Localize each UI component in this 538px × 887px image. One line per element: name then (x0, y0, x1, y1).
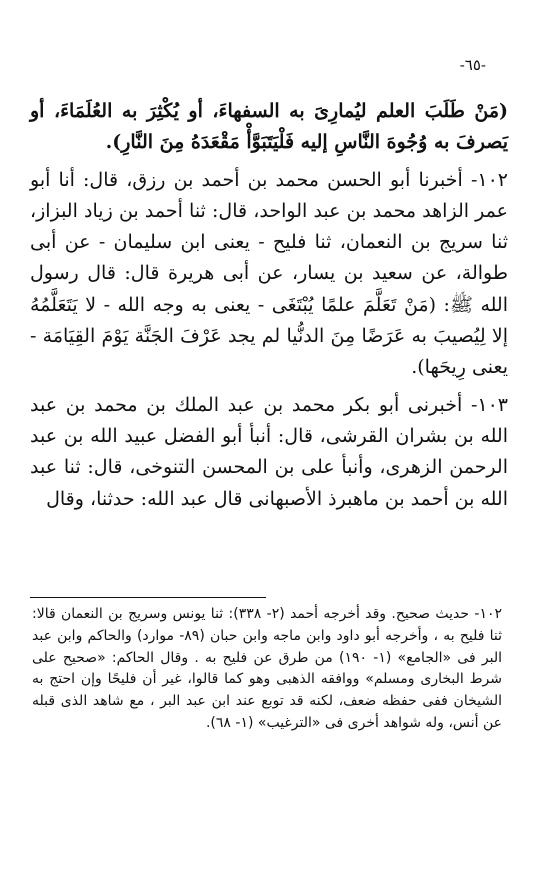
main-text (30, 96, 508, 515)
hadith-text-paragraph: (مَنْ طَلَبَ العلم ليُمارِىَ به السفهاءَ، أو يُكْثِرَ به العُلَمَاءَ، أو يَصرفَ به وُجُوهَ النَّاسِ إليه فَلْيَتَبَوَّأْ مَقْعَدَهُ مِنَ النَّارِ). (30, 100, 508, 154)
page-number: -٦٥- (459, 56, 486, 74)
footnote-divider (30, 597, 266, 598)
hadith-103-paragraph: ١٠٣- أخبرنى أبو بكر محمد بن عبد الملك بن محمد بن عبد الله بن بشران القرشى، قال: أنبأ أبو الفضل عبيد الله بن عبد الرحمن الزهرى، وأنبأ على بن المحسن التنوخى، قال: ثنا عبد الله بن أحمد بن ماهبرذ الأصبهانى قال عبد الله: حدثنا، وقال (30, 393, 508, 510)
footnote-102: ١٠٢- حديث صحيح. وقد أخرجه أحمد (٢- ٣٣٨): ثنا يونس وسريج بن النعمان قالا: ثنا فليح به ، وأخرجه أبو داود وابن ماجه وابن حبان (٨٩- موارد) والحاكم وابن عبد البر فى «الجامع» (١- ١٩٠) من طرق عن فليح به . وقال الحاكم: «صحيح على شرط البخارى ومسلم» ووافقه الذهبى وهو كما قالوا، غير أن فليحًا وإن احتج به الشيخان ففى حفظه ضعف، لكنه قد توبع عند ابن عبد البر ، مع شاهد الذى قبله عن أنس، وله شواهد أخرى فى «الترغيب» (١- ٦٨). (32, 606, 503, 731)
hadith-102-paragraph: ١٠٢- أخبرنا أبو الحسن محمد بن أحمد بن رزق، قال: أنا أبو عمر الزاهد محمد بن عبد الواحد، قال: ثنا أحمد بن زياد البزاز، ثنا سريج بن النعمان، ثنا فليح - يعنى ابن سليمان - عن أبى طوالة، عن سعيد بن يسار، عن أبى هريرة قال: قال رسول الله ﷺ: (مَنْ تَعَلَّمَ علمًا يُبْتَغَى - يعنى به وجه الله - لا يَتَعَلَّمُهُ إلا لِيُصيبَ به عَرَضًا مِنَ الدنُّيا لم يجد عَرْفَ الجَنَّة يَوْمَ القِيَامَة - يعنى رِيحَها). (30, 168, 508, 379)
